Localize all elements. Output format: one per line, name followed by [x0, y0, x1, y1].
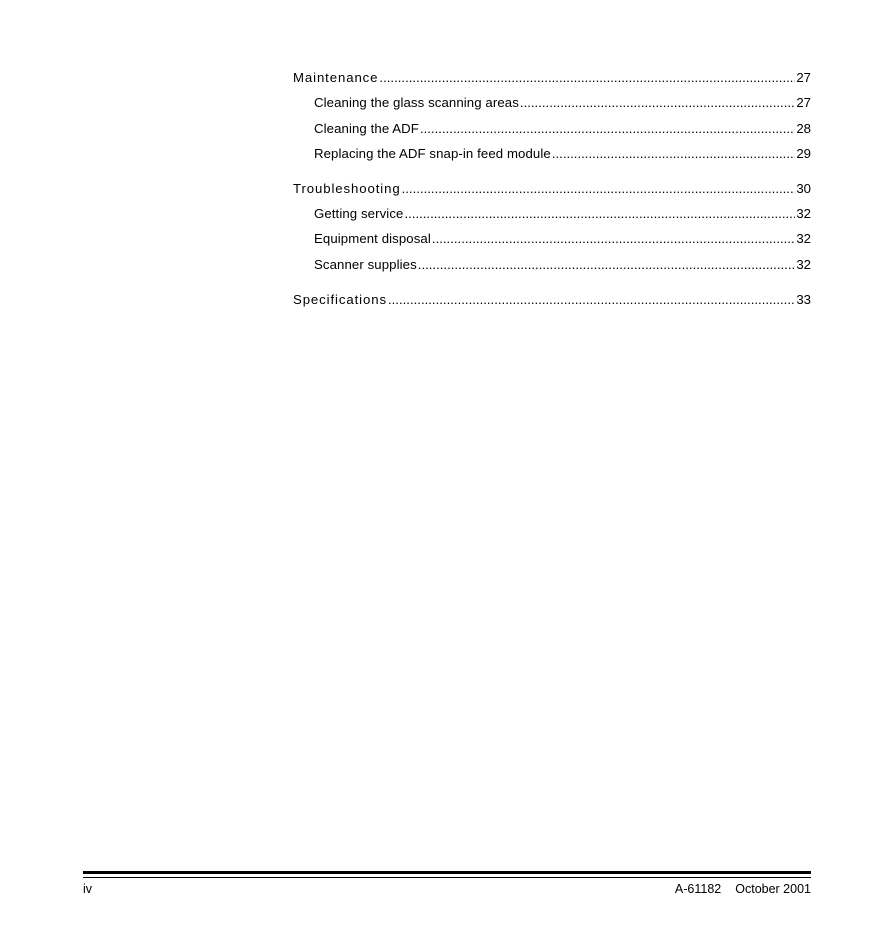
toc-entry-title: Replacing the ADF snap-in feed module — [314, 145, 551, 161]
footer-doc-info — [675, 882, 811, 896]
toc-entry-maintenance[interactable] — [293, 68, 811, 93]
toc-entry-page: 32 — [796, 206, 811, 222]
toc-dot-leader — [379, 68, 795, 88]
toc-entry-getting-service[interactable] — [293, 204, 811, 229]
toc-dot-leader — [418, 255, 796, 275]
toc-entry-specifications[interactable] — [293, 290, 811, 315]
toc-entry-page: 29 — [796, 145, 811, 161]
toc-entry-title: Cleaning the glass scanning areas — [314, 95, 519, 111]
toc-entry-title: Getting service — [314, 206, 404, 222]
toc-dot-leader — [402, 179, 796, 199]
toc-entry-page: 32 — [796, 256, 811, 272]
toc-entry-title: Cleaning the ADF — [314, 120, 419, 136]
footer-doc-number: A-61182 — [674, 882, 722, 896]
table-of-contents — [293, 68, 811, 315]
footer-rule-thick — [83, 871, 811, 874]
toc-dot-leader — [520, 93, 795, 113]
toc-entry-title: Scanner supplies — [314, 256, 417, 272]
toc-entry-page: 27 — [796, 95, 811, 111]
toc-dot-leader — [420, 119, 795, 139]
toc-dot-leader — [432, 229, 795, 249]
toc-entry-page: 33 — [796, 291, 811, 307]
toc-entry-page: 28 — [796, 120, 811, 136]
toc-dot-leader — [388, 290, 795, 310]
toc-entry-equipment-disposal[interactable] — [293, 229, 811, 254]
toc-dot-leader — [404, 204, 795, 224]
toc-entry-replacing-feed-module[interactable] — [293, 144, 811, 169]
toc-dot-leader — [552, 144, 796, 164]
toc-entry-cleaning-glass[interactable] — [293, 93, 811, 118]
toc-entry-page: 32 — [796, 231, 811, 247]
toc-entry-title: Maintenance — [293, 70, 379, 85]
toc-entry-title: Equipment disposal — [314, 231, 431, 247]
footer-date: October 2001 — [735, 882, 811, 896]
toc-entry-title: Troubleshooting — [293, 180, 401, 196]
toc-entry-page: 27 — [796, 70, 811, 85]
toc-entry-page: 30 — [796, 180, 811, 196]
toc-entry-title: Specifications — [293, 291, 387, 307]
toc-entry-scanner-supplies[interactable] — [293, 255, 811, 280]
footer-rule-thin — [83, 877, 811, 878]
footer-page-number: iv — [83, 882, 93, 896]
toc-entry-troubleshooting[interactable] — [293, 179, 811, 204]
toc-entry-cleaning-adf[interactable] — [293, 119, 811, 144]
